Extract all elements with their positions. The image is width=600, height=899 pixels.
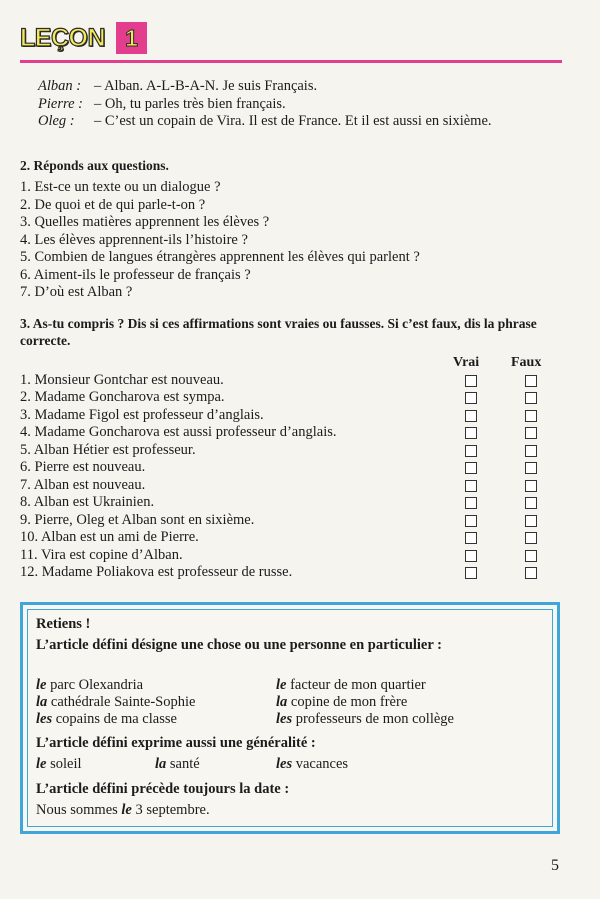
statement-row bbox=[20, 529, 565, 547]
exercise-3-title: 3. As-tu compris ? Dis si ces affirmations sont vraies ou fausses. Si c’est faux, dis la phrase correcte. bbox=[20, 316, 537, 348]
statement-text: 7. Alban est nouveau. bbox=[20, 476, 146, 493]
vrai-checkbox[interactable] bbox=[465, 427, 477, 439]
statement-text: 3. Madame Figol est professeur d’anglais. bbox=[20, 406, 264, 423]
statement-row bbox=[20, 407, 565, 425]
faux-checkbox[interactable] bbox=[525, 392, 537, 404]
faux-checkbox[interactable] bbox=[525, 480, 537, 492]
vrai-checkbox[interactable] bbox=[465, 497, 477, 509]
statement-text: 2. Madame Goncharova est sympa. bbox=[20, 389, 225, 406]
statement-row bbox=[20, 389, 565, 407]
dialogue-line bbox=[38, 96, 568, 114]
vrai-checkbox[interactable] bbox=[465, 375, 477, 387]
statement-text: 6. Pierre est nouveau. bbox=[20, 459, 146, 476]
date-example: Nous sommes le 3 septembre. bbox=[36, 802, 210, 818]
statement-row bbox=[20, 477, 565, 495]
line-text: – Alban. A-L-B-A-N. Je suis Français. bbox=[94, 78, 318, 94]
example-item: les professeurs de mon collège bbox=[276, 711, 454, 727]
statement-row bbox=[20, 547, 565, 565]
example-item: le soleil bbox=[36, 756, 82, 772]
example-item: la cathédrale Sainte-Sophie bbox=[36, 694, 196, 710]
dialogue-line bbox=[38, 78, 568, 96]
retiens-box bbox=[20, 602, 560, 834]
lesson-title: LEÇON bbox=[20, 24, 105, 52]
vrai-checkbox[interactable] bbox=[465, 567, 477, 579]
statement-row bbox=[20, 459, 565, 477]
faux-checkbox[interactable] bbox=[525, 410, 537, 422]
statement-row bbox=[20, 424, 565, 442]
vrai-checkbox[interactable] bbox=[465, 445, 477, 457]
statement-text: 4. Madame Goncharova est aussi professeur d’anglais. bbox=[20, 424, 337, 441]
line-text: – C’est un copain de Vira. Il est de France. Et il est aussi en sixième. bbox=[94, 113, 492, 129]
statement-row bbox=[20, 512, 565, 530]
vrai-checkbox[interactable] bbox=[465, 410, 477, 422]
vrai-checkbox[interactable] bbox=[465, 480, 477, 492]
example-item: la santé bbox=[155, 756, 200, 772]
faux-checkbox[interactable] bbox=[525, 445, 537, 457]
line-text: – Oh, tu parles très bien français. bbox=[94, 95, 286, 112]
question-item: 4. Les élèves apprennent-ils l’histoire ? bbox=[20, 231, 248, 248]
statement-row bbox=[20, 442, 565, 460]
example-item: la copine de mon frère bbox=[276, 694, 408, 710]
statement-text: 11. Vira est copine d’Alban. bbox=[20, 546, 183, 563]
page-number: 5 bbox=[551, 857, 559, 874]
statement-text: 1. Monsieur Gontchar est nouveau. bbox=[20, 372, 224, 388]
statement-text: 10. Alban est un ami de Pierre. bbox=[20, 529, 199, 546]
example-item: les vacances bbox=[276, 756, 349, 772]
header-divider bbox=[20, 60, 562, 63]
faux-checkbox[interactable] bbox=[525, 515, 537, 527]
statement-text: 12. Madame Poliakova est professeur de russe. bbox=[20, 563, 293, 580]
question-list bbox=[20, 179, 565, 302]
example-item: les copains de ma classe bbox=[36, 711, 177, 727]
dialogue-line bbox=[38, 113, 568, 131]
rule-date: L’article défini précède toujours la date : bbox=[36, 781, 290, 797]
vrai-checkbox[interactable] bbox=[465, 515, 477, 527]
speaker: Pierre : bbox=[38, 95, 83, 112]
faux-checkbox[interactable] bbox=[525, 427, 537, 439]
vrai-checkbox[interactable] bbox=[465, 550, 477, 562]
statement-text: 5. Alban Hétier est professeur. bbox=[20, 441, 196, 458]
faux-checkbox[interactable] bbox=[525, 375, 537, 387]
faux-checkbox[interactable] bbox=[525, 532, 537, 544]
question-item: 7. D’où est Alban ? bbox=[20, 284, 133, 300]
faux-checkbox[interactable] bbox=[525, 497, 537, 509]
question-item: 3. Quelles matières apprennent les élèves ? bbox=[20, 214, 270, 230]
rule-generality: L’article défini exprime aussi une généralité : bbox=[36, 735, 316, 751]
question-item: 1. Est-ce un texte ou un dialogue ? bbox=[20, 179, 221, 195]
statement-row bbox=[20, 494, 565, 512]
example-item: le parc Olexandria bbox=[36, 677, 144, 693]
exercise-2-title: 2. Réponds aux questions. bbox=[20, 158, 169, 173]
retiens-title: Retiens ! bbox=[36, 616, 91, 632]
speaker: Oleg : bbox=[38, 113, 75, 129]
faux-checkbox[interactable] bbox=[525, 550, 537, 562]
vrai-checkbox[interactable] bbox=[465, 462, 477, 474]
statement-text: 9. Pierre, Oleg et Alban sont en sixième. bbox=[20, 511, 255, 528]
statement-row bbox=[20, 372, 565, 390]
speaker: Alban : bbox=[38, 78, 82, 94]
statement-row bbox=[20, 564, 565, 582]
example-item: le facteur de mon quartier bbox=[276, 677, 426, 693]
retiens-inner-frame bbox=[27, 609, 553, 827]
rule-particular: L’article défini désigne une chose ou une personne en particulier : bbox=[36, 637, 442, 653]
column-header-faux: Faux bbox=[511, 355, 542, 370]
vrai-checkbox[interactable] bbox=[465, 392, 477, 404]
question-item: 6. Aiment-ils le professeur de français ? bbox=[20, 266, 251, 283]
vrai-checkbox[interactable] bbox=[465, 532, 477, 544]
question-item: 5. Combien de langues étrangères apprennent les élèves qui parlent ? bbox=[20, 249, 420, 265]
column-header-vrai: Vrai bbox=[453, 355, 480, 370]
dialogue bbox=[38, 78, 568, 131]
lesson-number-badge: 1 bbox=[116, 22, 147, 54]
question-item: 2. De quoi et de qui parle-t-on ? bbox=[20, 196, 206, 213]
statement-text: 8. Alban est Ukrainien. bbox=[20, 494, 155, 511]
faux-checkbox[interactable] bbox=[525, 462, 537, 474]
faux-checkbox[interactable] bbox=[525, 567, 537, 579]
